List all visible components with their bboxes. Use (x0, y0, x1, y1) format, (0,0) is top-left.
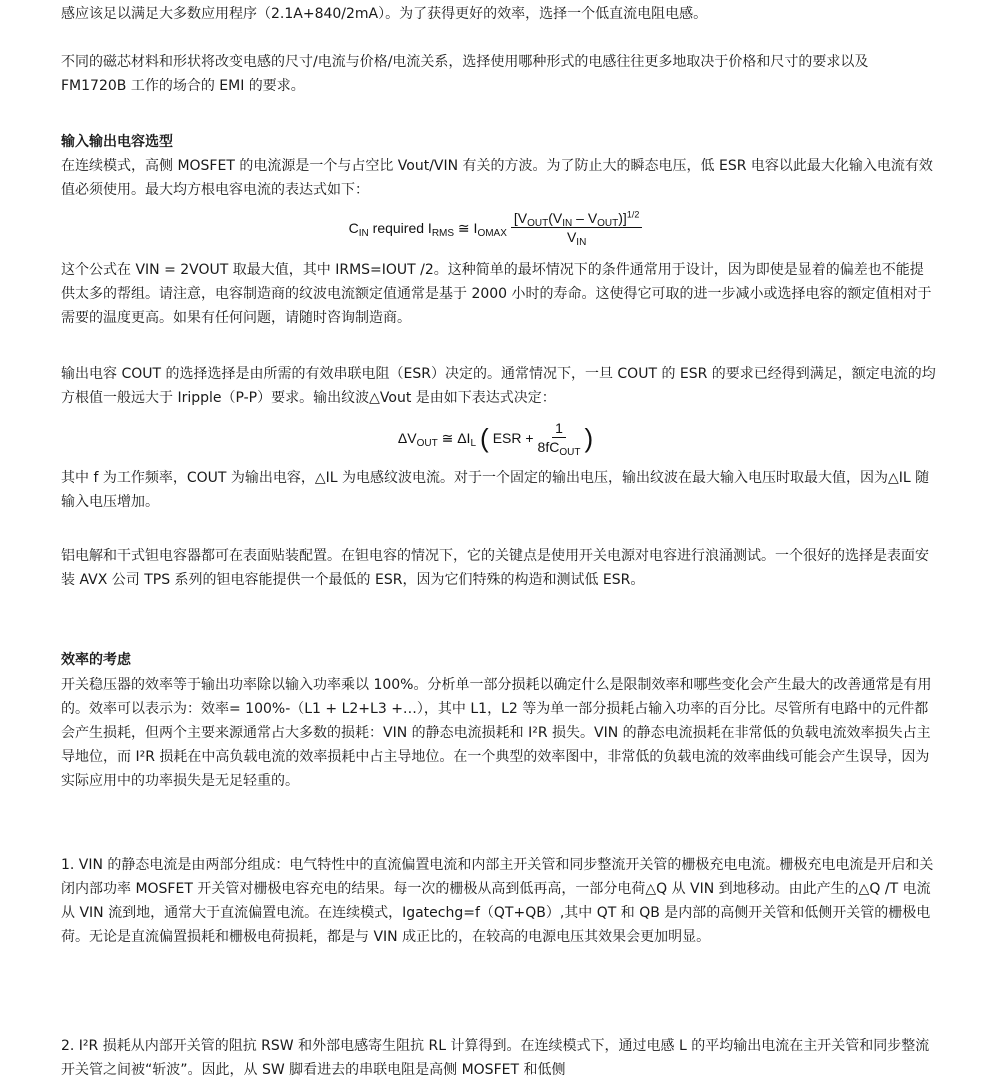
paragraph-output-capacitor: 输出电容 COUT 的选择选择是由所需的有效串联电阻（ESR）决定的。通常情况下，一旦 COUT 的 ESR 的要求已经得到满足，额定电流的均方根值一般远大于 Iripple（P-P）要求。输出纹波△Vout 是由如下表达式决定： (61, 366, 936, 406)
formula-ripple-lhs: $\Delta V_{OUT}$ ≅ $\Delta I_L$ (397, 429, 477, 449)
paragraph-irms-explanation: 这个公式在 VIN = 2VOUT 取最大值，其中 IRMS=IOUT /2。这种简单的最坏情况下的条件通常用于设计，因为即使是显着的偏差也不能提供太多的帮组。请注意，电容制造商的纹波电流额定值通常是基于 2000 小时的寿命。这使得它可取的进一步减小或选择电容的额定值相对于需要的温度更高。如果有任何问题，请随时咨询制造商。 (61, 262, 932, 326)
formula-irms-fraction: $\frac{[V_{OUT}(V_{IN} - V_{OUT})]^{1/2}}{V_{IN}}$ (511, 209, 642, 246)
formula-ripple: $\Delta V_{OUT}$ ≅ $\Delta I_L$ ( ESR + $\frac{1}{8fC_{OUT}}$ ) (397, 420, 594, 458)
paragraph-ripple-explanation: 其中 f 为工作频率，COUT 为输出电容，△IL 为电感纹波电流。对于一个固定的输出电压，输出纹波在最大输入电压时取最大值，因为△IL 随输入电压增加。 (61, 470, 930, 510)
formula-irms (0, 209, 991, 246)
paragraph-efficiency: 开关稳压器的效率等于输出功率除以输入功率乘以 100%。分析单一部分损耗以确定什么是限制效率和哪些变化会产生最大的改善通常是有用的。效率可以表示为：效率= 100%-（L1 + L2+L3 +…），其中 L1，L2 等为单一部分损耗占输入功率的百分比。尽管所有电路中的元件都会产生损耗，但两个主要来源通常占大多数的损耗：VIN 的静态电流损耗和 I²R 损失。VIN 的静态电流损耗在非常低的负载电流效率损失占主导地位，而 I²R 损耗在中高负载电流的效率损耗中占主导地位。在一个典型的效率图中，非常低的负载电流的效率曲线可能会产生误导，因为实际应用中的功率损失是无足轻重的。 (61, 677, 932, 789)
paragraph-core-material: 不同的磁芯材料和形状将改变电感的尺寸/电流与价格/电流关系，选择使用哪种形式的电感往往更多地取决于价格和尺寸的要求以及 FM1720B 工作的场合的 EMI 的要求。 (61, 54, 869, 94)
paragraph-quiescent-current: 1. VIN 的静态电流是由两部分组成：电气特性中的直流偏置电流和内部主开关管和同步整流开关管的栅极充电电流。栅极充电电流是开启和关闭内部功率 MOSFET 开关管对栅极电容充电的结果。每一次的栅极从高到低再高，一部分电荷△Q 从 VIN 到地移动。由此产生的△Q /T 电流从 VIN 流到地，通常大于直流偏置电流。在连续模式，Igatechg=f（QT+QB）,其中 QT 和 QB 是内部的高侧开关管和低侧开关管的栅极电荷。无论是直流偏置损耗和栅极电荷损耗，都是与 VIN 成正比的，在较高的电源电压其效果会更加明显。 (61, 857, 934, 945)
heading-capacitor-selection: 输入输出电容选型 (61, 134, 173, 150)
formula-irms-lhs: $C_{IN}$ required $I_{RMS}$ ≅ $I_{OMAX}$ (348, 219, 507, 239)
paragraph-tantalum-capacitor: 铝电解和干式钽电容器都可在表面贴装配置。在钽电容的情况下，它的关键点是使用开关电源对电容进行浪涌测试。一个很好的选择是表面安装 AVX 公司 TPS 系列的钽电容能提供一个最低的 ESR，因为它们特殊的构造和测试低 ESR。 (61, 548, 929, 588)
formula-ripple-fraction: $\frac{1}{8fC_{OUT}}$ (537, 420, 581, 458)
paragraph-inductor-current: 感应该足以满足大多数应用程序（2.1A+840/2mA）。为了获得更好的效率，选择一个低直流电阻电感。 (61, 6, 708, 22)
paragraph-input-capacitor: 在连续模式，高侧 MOSFET 的电流源是一个与占空比 Vout/VIN 有关的方波。为了防止大的瞬态电压，低 ESR 电容以此最大化输入电流有效值必须使用。最大均方根电容电流的表达式如下： (61, 158, 933, 198)
heading-efficiency: 效率的考虑 (61, 652, 131, 668)
paragraph-i2r-loss: 2. I²R 损耗从内部开关管的阻抗 RSW 和外部电感寄生阻抗 RL 计算得到。在连续模式下，通过电感 L 的平均输出电流在主开关管和同步整流开关管之间被“斩波”。因此，从 SW 脚看进去的串联电阻是高侧 MOSFET 和低侧 (61, 1038, 930, 1078)
